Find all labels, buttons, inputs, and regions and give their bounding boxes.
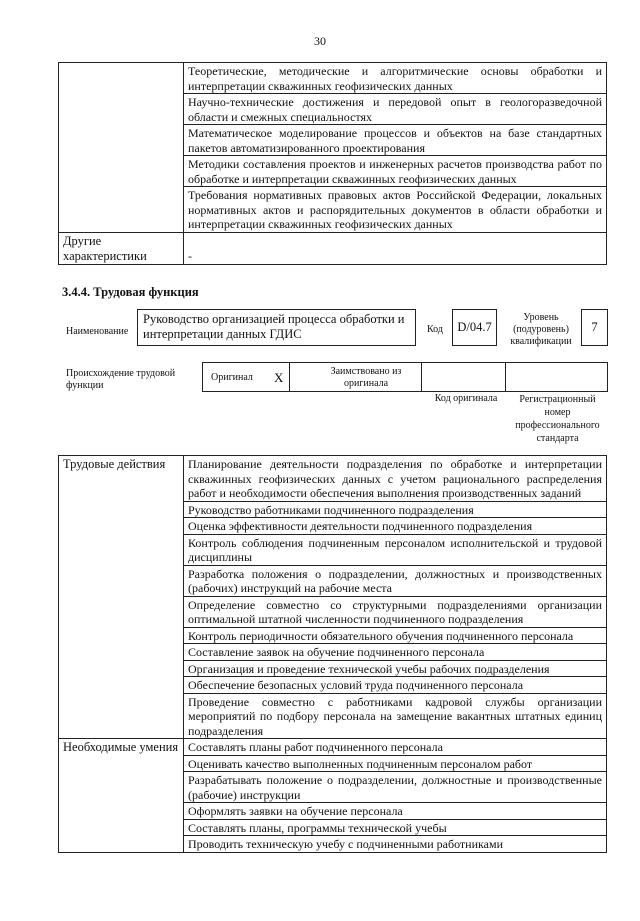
knowledge-item: Математическое моделирование процессов и объектов на базе стандартных пакетов автоматизированного проектирования	[184, 125, 607, 156]
action-item: Планирование деятельности подразделения по обработке и интерпретации скважинных геофизических данных с учетом рационального распределения работ и необходимости обеспечения выполнения производственных заданий	[184, 456, 607, 502]
other-characteristics-label: Другие характеристики	[59, 232, 184, 264]
page-number: 30	[314, 34, 326, 48]
level-label: Уровень (подуровень) квалификации	[510, 312, 572, 347]
table-row	[59, 63, 607, 94]
orig-code-cell	[421, 363, 506, 391]
code-value-box: D/04.7	[452, 309, 497, 346]
skill-item: Оформлять заявки на обучение персонала	[184, 803, 607, 820]
knowledge-item: Теоретические, методические и алгоритмические основы обработки и интерпретации скважинных геофизических данных	[184, 63, 607, 94]
table-row	[59, 232, 607, 264]
origin-table	[202, 362, 608, 392]
skill-item: Разрабатывать положение о подразделении, должностные и производственные (рабочие) инструкции	[184, 772, 607, 803]
knowledge-item: Научно-технические достижения и передовой опыт в геологоразведочной области и смежных специальностях	[184, 94, 607, 125]
action-item: Проведение совместно с работниками кадровой службы организации мероприятий по подбору персонала на замещение вакантных штатных единиц подразделения	[184, 693, 607, 739]
origin-label: Происхождение трудовой функции	[66, 368, 176, 391]
name-label: Наименование	[66, 326, 129, 337]
table-row	[59, 739, 607, 756]
skills-label: Необходимые умения	[59, 739, 184, 853]
knowledge-item: Требования нормативных правовых актов Российской Федерации, локальных нормативных актов и распорядительных документов в области обработки и интерпретации скважинных геофизических данных	[184, 187, 607, 233]
row-label-empty	[59, 63, 184, 233]
skill-item: Оценивать качество выполненных подчиненным персоналом работ	[184, 755, 607, 772]
orig-code-label: Код оригинала	[434, 393, 498, 404]
section-title: 3.4.4. Трудовая функция	[62, 285, 199, 299]
level-value-box: 7	[581, 309, 608, 346]
original-mark: X	[274, 370, 284, 385]
function-name-box: Руководство организацией процесса обработки и интерпретации данных ГДИС	[137, 309, 416, 346]
action-item: Разработка положения о подразделении, должностных и производственных (рабочих) инструкций на рабочие места	[184, 565, 607, 596]
skill-item: Составлять планы работ подчиненного персонала	[184, 739, 607, 756]
original-label: Оригинал	[211, 372, 253, 383]
action-item: Оценка эффективности деятельности подчиненного подразделения	[184, 518, 607, 535]
action-item: Составление заявок на обучение подчиненного персонала	[184, 644, 607, 661]
skill-item: Составлять планы, программы технической учебы	[184, 819, 607, 836]
action-item: Определение совместно со структурными подразделениями организации оптимальной штатной численности подчиненного подразделения	[184, 596, 607, 627]
borrowed-label: Заимствовано из оригинала	[330, 366, 402, 389]
knowledge-item: Методики составления проектов и инженерных расчетов производства работ по обработке и интерпретации скважинных геофизических данных	[184, 156, 607, 187]
skill-item: Проводить техническую учебу с подчиненными работниками	[184, 836, 607, 853]
action-item: Контроль соблюдения подчиненным персоналом исполнительской и трудовой дисциплины	[184, 534, 607, 565]
action-item: Организация и проведение технической учебы рабочих подразделения	[184, 660, 607, 677]
actions-label: Трудовые действия	[59, 456, 184, 739]
action-item: Руководство работниками подчиненного подразделения	[184, 501, 607, 518]
table-row	[59, 456, 607, 502]
code-label: Код	[427, 324, 443, 335]
reg-number-label: Регистрационный номер профессионального стандарта	[515, 394, 600, 444]
action-item: Обеспечение безопасных условий труда подчиненного персонала	[184, 677, 607, 694]
labor-actions-table	[58, 455, 607, 853]
action-item: Контроль периодичности обязательного обучения подчиненного персонала	[184, 627, 607, 644]
other-characteristics-value: -	[184, 232, 607, 264]
knowledge-table	[58, 62, 607, 265]
